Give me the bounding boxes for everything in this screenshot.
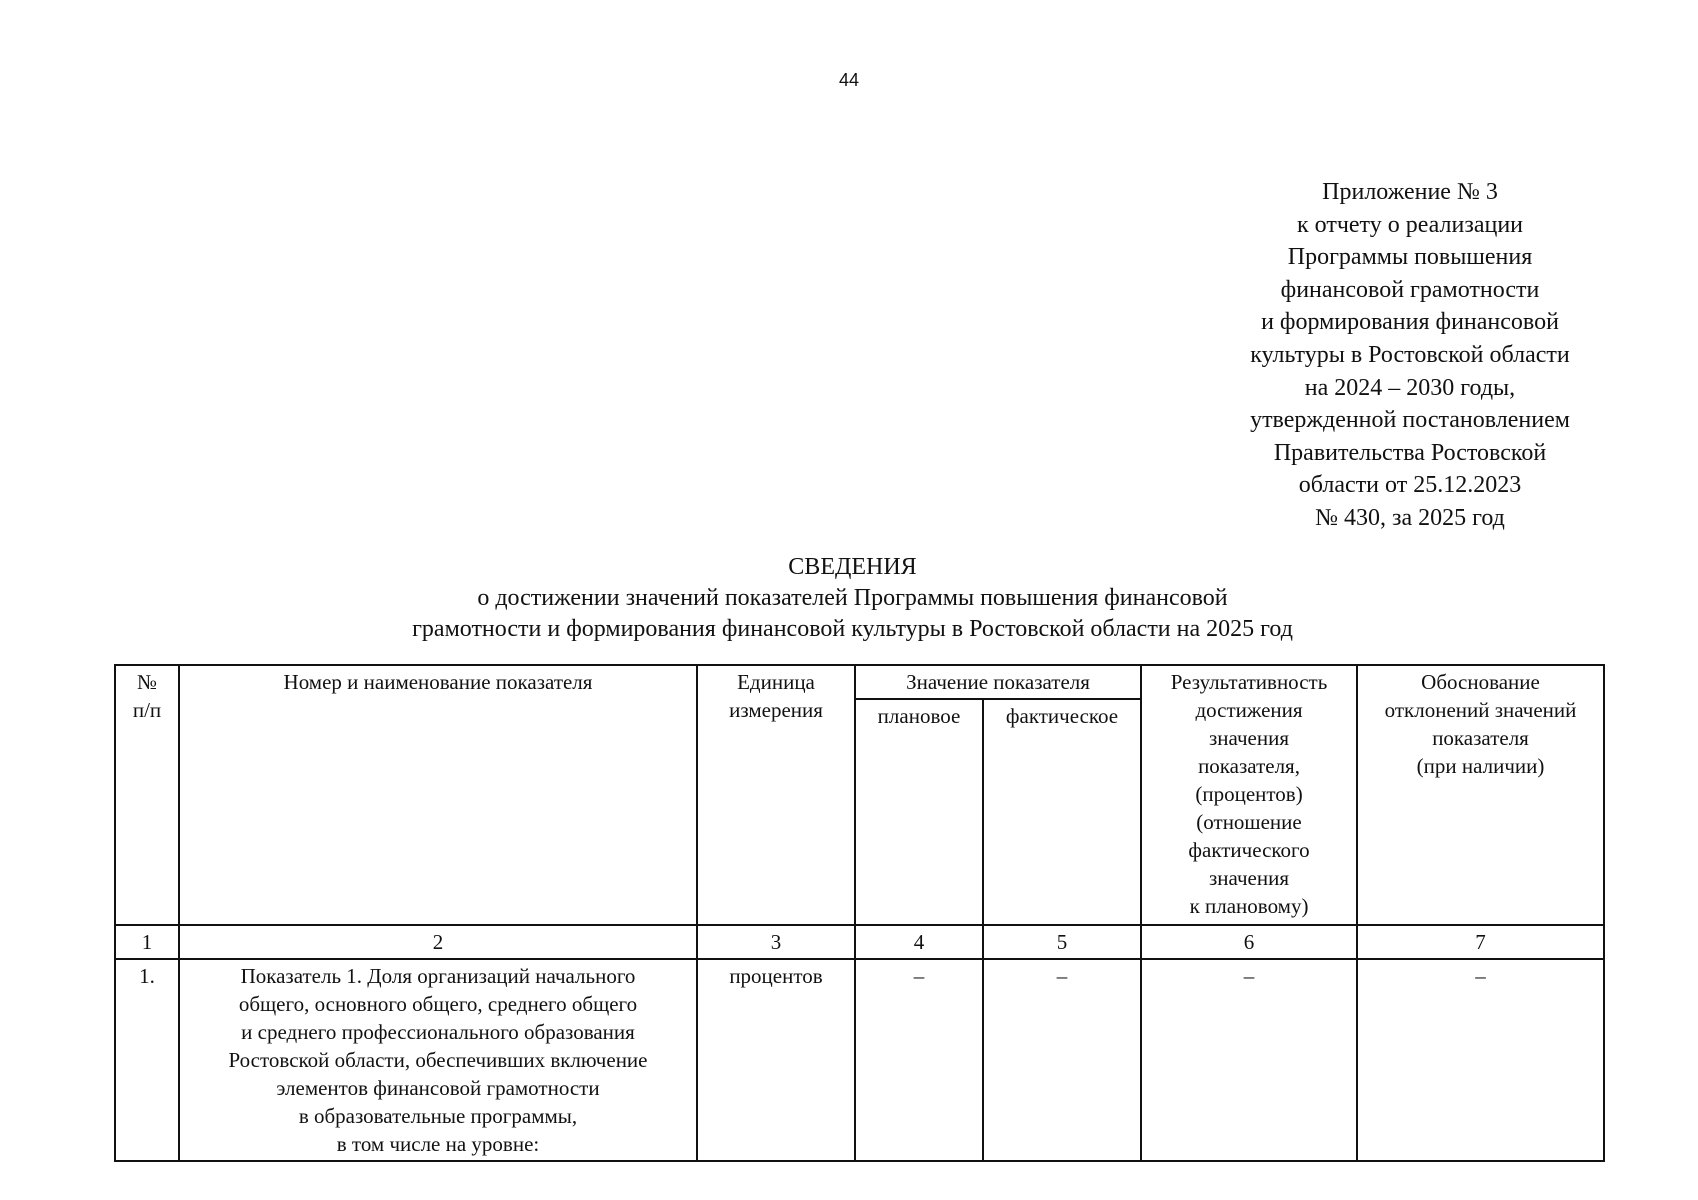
indicators-table xyxy=(114,664,1605,1162)
row-actual: – xyxy=(983,959,1141,1161)
column-number-row xyxy=(115,925,1604,959)
row-planned: – xyxy=(855,959,983,1161)
appendix-line: культуры в Ростовской области xyxy=(1250,341,1570,368)
column-number: 4 xyxy=(855,925,983,959)
header-num: № п/п xyxy=(115,665,179,925)
header-name: Номер и наименование показателя xyxy=(179,665,697,925)
column-number: 5 xyxy=(983,925,1141,959)
page-number: 44 xyxy=(838,70,860,90)
header-unit: Единица измерения xyxy=(697,665,855,925)
header-justification: Обоснование отклонений значений показателя (при наличии) xyxy=(1357,665,1604,925)
report-title: СВЕДЕНИЯ xyxy=(788,554,917,580)
header-value-group: Значение показателя xyxy=(855,665,1141,699)
row-effectiveness: – xyxy=(1141,959,1357,1161)
appendix-line: Программы повышения xyxy=(1287,244,1533,271)
appendix-line: Правительства Ростовской xyxy=(1273,439,1547,466)
table-header-row xyxy=(115,665,1604,699)
header-effectiveness: Результативность достижения значения показателя, (процентов) (отношение фактического значения к плановому) xyxy=(1141,665,1357,925)
appendix-block xyxy=(1180,176,1640,535)
column-number: 1 xyxy=(115,925,179,959)
row-justification: – xyxy=(1357,959,1604,1161)
column-number: 7 xyxy=(1357,925,1604,959)
row-num: 1. xyxy=(115,959,179,1161)
table-row xyxy=(115,959,1604,1161)
column-number: 2 xyxy=(179,925,697,959)
row-unit: процентов xyxy=(697,959,855,1161)
header-planned: плановое xyxy=(855,699,983,925)
report-subtitle-line: о достижении значений показателей Программы повышения финансовой xyxy=(477,585,1228,611)
appendix-line: утвержденной постановлением xyxy=(1250,407,1570,434)
column-number: 6 xyxy=(1141,925,1357,959)
appendix-line: № 430, за 2025 год xyxy=(1315,504,1505,531)
report-heading xyxy=(230,552,1475,645)
column-number: 3 xyxy=(697,925,855,959)
appendix-line: Приложение № 3 xyxy=(1322,179,1498,205)
appendix-line: финансовой грамотности xyxy=(1280,276,1540,303)
appendix-line: области от 25.12.2023 xyxy=(1298,472,1522,499)
report-subtitle-line: грамотности и формирования финансовой культуры в Ростовской области на 2025 год xyxy=(412,616,1293,642)
header-actual: фактическое xyxy=(983,699,1141,925)
row-indicator-name: Показатель 1. Доля организаций начального общего, основного общего, среднего общего и среднего профессионального образования Ростовской области, обеспечивших включение элементов финансовой грамотности в образовательные программы, в том числе на уровне: xyxy=(179,959,697,1161)
appendix-line: на 2024 – 2030 годы, xyxy=(1304,374,1516,401)
appendix-line: и формирования финансовой xyxy=(1261,309,1559,336)
appendix-line: к отчету о реализации xyxy=(1296,211,1524,238)
